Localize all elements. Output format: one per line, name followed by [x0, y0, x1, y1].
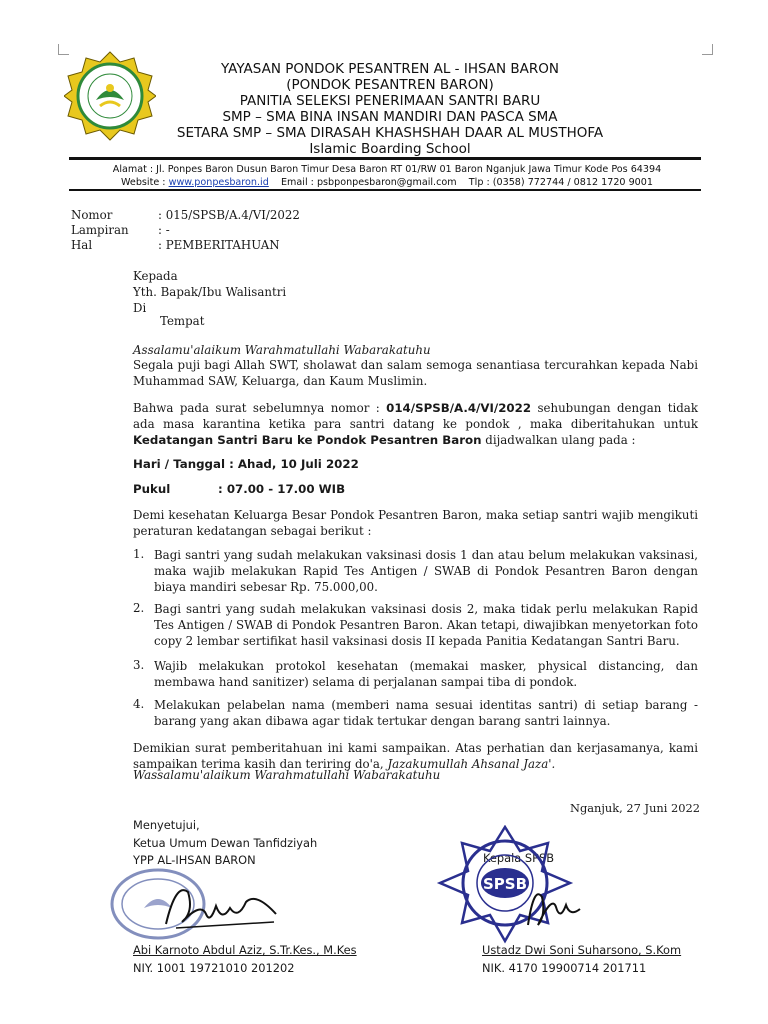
p2-text-b: sehubungan dengan tidak ada masa karantina ketika para santri datang ke pondok , maka diberitahukan untuk [133, 401, 698, 431]
nomor-value: : 015/SPSB/A.4/VI/2022 [158, 208, 300, 222]
nomor-label: Nomor [71, 208, 113, 222]
contact-line [74, 176, 700, 189]
p2-text-c: dijadwalkan ulang pada : [481, 433, 636, 447]
rule-3-number: 3. [133, 658, 145, 672]
header-line-1: YAYASAN PONDOK PESANTREN AL - IHSAN BARON [220, 61, 560, 77]
left-signer-name: Abi Karnoto Abdul Aziz, S.Tr.Kes., M.Kes [133, 943, 357, 957]
pesantren-logo [64, 50, 156, 142]
p2-text-a: Bahwa pada surat sebelumnya nomor : [133, 401, 387, 415]
p2-reference: 014/SPSB/A.4/VI/2022 [386, 401, 532, 415]
header-line-5: SETARA SMP – SMA DIRASAH KHASHSHAH DAAR AL MUSTHOFA [176, 125, 604, 141]
header-rule-bottom [69, 189, 701, 191]
left-stamp-signature [106, 862, 286, 946]
paragraph-3: Demi kesehatan Keluarga Besar Pondok Pesantren Baron, maka setiap santri wajib mengikuti peraturan kedatangan sebagai berikut : [133, 508, 698, 538]
salam: Assalamu'alaikum Warahmatullahi Wabarakatuhu [133, 343, 431, 357]
address-line: Alamat : Jl. Ponpes Baron Dusun Baron Timur Desa Baron RT 01/RW 01 Baron Nganjuk Jawa Timur Kode Pos 64394 [112, 164, 662, 175]
rule-2-text: Bagi santri yang sudah melakukan vaksinasi dosis 2, maka tidak perlu melakukan Rapid Tes Antigen / SWAB di Pondok Pesantren Baron. Akan tetapi, diwajibkan menyetorkan foto copy 2 lembar sertifikat hasil vaksinasi dosis II kepada Panitia Kedatangan Santri Baru. [154, 602, 698, 648]
rule-2-number: 2. [133, 601, 145, 615]
hal-label: Hal [71, 238, 93, 252]
right-signer-id: NIK. 4170 19900714 201711 [482, 961, 647, 975]
rule-1-number: 1. [133, 547, 145, 561]
wassalam: Wassalamu'alaikum Warahmatullahi Wabarakatuhu [133, 768, 441, 782]
header-line-6: Islamic Boarding School [309, 141, 471, 157]
kepala-title: Kepala SPSB [483, 851, 555, 865]
corner-mark-right [702, 44, 713, 55]
pukul-value: : 07.00 - 17.00 WIB [218, 482, 346, 496]
website-link[interactable]: www.ponpesbaron.id [168, 177, 269, 188]
yayasan-name: YPP AL-IHSAN BARON [133, 853, 256, 867]
closing-doa: Jazakumullah Ahsanal Jaza'. [387, 757, 556, 771]
p2-bold: Kedatangan Santri Baru ke Pondok Pesantren Baron [133, 433, 482, 447]
phone-text: Tlp : (0358) 772744 / 0812 1720 9001 [468, 177, 653, 188]
rule-4-number: 4. [133, 697, 145, 711]
pukul-label: Pukul [133, 482, 171, 496]
paragraph-1: Segala puji bagi Allah SWT, sholawat dan salam semoga senantiasa tercurahkan kepada Nabi Muhammad SAW, Keluarga, dan Kaum Muslimin. [133, 358, 698, 388]
logo-badge [64, 52, 156, 140]
spsb-stamp [420, 825, 590, 945]
header-rule-top [69, 157, 701, 160]
header-line-3: PANITIA SELEKSI PENERIMAAN SANTRI BARU [239, 93, 541, 109]
rule-3-text: Wajib melakukan protokol kesehatan (memakai masker, physical distancing, dan membawa hand sanitizer) selama di perjalanan sampai tiba di pondok. [154, 659, 698, 689]
rule-4-text: Melakukan pelabelan nama (memberi nama sesuai identitas santri) di setiap barang - barang yang akan dibawa agar tidak tertukar dengan barang santri lainnya. [154, 698, 698, 728]
kepada: Kepada [133, 269, 178, 283]
left-signer-id: NIY. 1001 19721010 201202 [133, 961, 295, 975]
yth: Yth. Bapak/Ibu Walisantri [133, 285, 287, 299]
ketua-title: Ketua Umum Dewan Tanfidziyah [133, 836, 318, 850]
left-signature [166, 890, 276, 924]
hari-tanggal: Hari / Tanggal : Ahad, 10 Juli 2022 [133, 457, 359, 471]
right-signer-name: Ustadz Dwi Soni Suharsono, S.Kom [482, 943, 682, 957]
header-line-2: (PONDOK PESANTREN BARON) [286, 77, 494, 93]
email-text: Email : psbponpesbaron@gmail.com [281, 177, 457, 188]
di: Di [133, 301, 147, 315]
lampiran-label: Lampiran [71, 223, 129, 237]
lampiran-value: : - [158, 223, 170, 237]
website-label: Website : [121, 177, 166, 188]
rule-1-text: Bagi santri yang sudah melakukan vaksinasi dosis 1 dan atau belum melakukan vaksinasi, maka wajib melakukan Rapid Tes Antigen / SWAB di Pondok Pesantren Baron dengan biaya mandiri sebesar Rp. 75.000,00. [154, 548, 698, 594]
stamp-label: SPSB [482, 875, 528, 893]
header-line-4: SMP – SMA BINA INSAN MANDIRI DAN PASCA SMA [222, 109, 558, 125]
tempat: Tempat [160, 314, 205, 328]
paragraph-2 [133, 400, 698, 448]
closing-text: Demikian surat pemberitahuan ini kami sampaikan. Atas perhatian dan kerjasamanya, kami sampaikan terima kasih dan teriring do'a, [133, 741, 698, 771]
hal-value: : PEMBERITAHUAN [158, 238, 280, 252]
menyetujui: Menyetujui, [133, 818, 200, 832]
place-date: Nganjuk, 27 Juni 2022 [569, 801, 700, 815]
spsb-seal [440, 827, 570, 941]
